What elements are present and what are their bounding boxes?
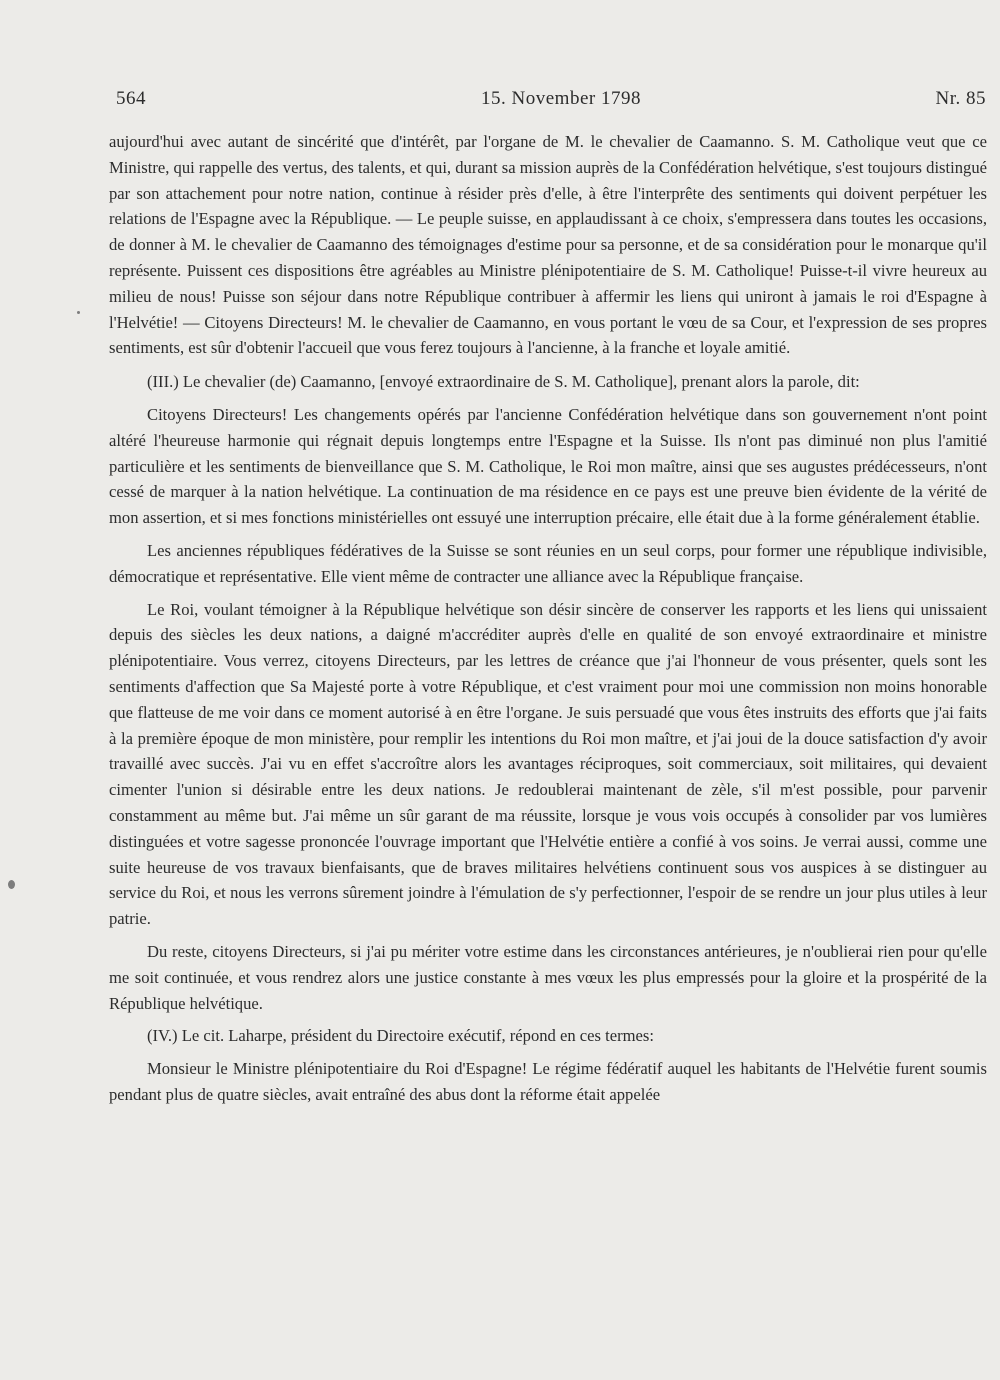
body-text (109, 129, 987, 1108)
paragraph-speech-opening: Citoyens Directeurs! Les changements opérés par l'ancienne Confédération helvétique dans son gouvernement n'ont point altéré l'heureuse harmonie qui régnait depuis longtemps entre l'Espagne et la Suisse. Ils n'ont pas diminué non plus l'amitié particulière et les sentiments de bienveillance que S. M. Catholique, le Roi mon maître, ainsi que ses augustes prédécesseurs, n'ont cessé de marquer à la nation helvétique. La continuation de ma résidence en ce pays est une preuve bien évidente de la vérité de mon assertion, et si mes fonctions ministérielles ont essuyé une interruption précaire, elle était due à la forme généralement établie. (109, 404, 987, 528)
paragraph-continuation: aujourd'hui avec autant de sincérité que d'intérêt, par l'organe de M. le chevalier de Caamanno. S. M. Catholique veut que ce Ministre, qui rappelle des vertus, des talents, et qui, durant sa mission auprès de la Confédération helvétique, s'est toujours distingué par son attachement pour notre nation, continue à résider près d'elle, à être l'interprête des sentiments qui doivent perpétuer les relations de l'Espagne avec la République. — Le peuple suisse, en applaudissant à ce choix, s'empressera dans toutes les occasions, de donner à M. le chevalier de Caamanno des témoignages d'estime pour sa personne, et de sa considération pour le monarque qu'il représente. Puissent ces dispositions être agréables au Ministre plénipotentiaire de S. M. Catholique! Puisse-t-il vivre heureux au milieu de nous! Puisse son séjour dans notre République contribuer à affermir les liens qui uniront à jamais le roi d'Espagne à l'Helvétie! — Citoyens Directeurs! M. le chevalier de Caamanno, en vous portant le vœu de sa Cour, et l'expression de ses propres sentiments, est sûr d'obtenir l'accueil que vous ferez toujours à l'ancienne, à la franche et loyale amitié. (109, 132, 987, 358)
page-header (116, 88, 986, 116)
page-number: 564 (116, 88, 146, 109)
scan-speck (77, 311, 80, 314)
section-heading-iii: (III.) Le chevalier (de) Caamanno, [envoyé extraordinaire de S. M. Catholique], prenant alors la parole, dit: (147, 372, 860, 392)
header-date: 15. November 1798 (481, 88, 641, 109)
section-heading-iv: (IV.) Le cit. Laharpe, président du Directoire exécutif, répond en ces termes: (147, 1026, 654, 1046)
paragraph-laharpe-reply: Monsieur le Ministre plénipotentiaire du Roi d'Espagne! Le régime fédératif auquel les habitants de l'Helvétie furent soumis pendant plus de quatre siècles, avait entraîné des abus dont la réforme était appelée (109, 1059, 987, 1104)
paragraph-du-reste: Du reste, citoyens Directeurs, si j'ai pu mériter votre estime dans les circonstances antérieures, je n'oublierai rien pour qu'elle me soit continuée, et vous rendrez alors une justice constante à mes vœux les plus empressés pour la gloire et la prospérité de la République helvétique. (109, 941, 987, 1013)
document-number: Nr. 85 (935, 88, 986, 109)
scan-speck (8, 880, 15, 889)
paragraph-king: Le Roi, voulant témoigner à la République helvétique son désir sincère de conserver les rapports et les liens qui unissaient depuis des siècles les deux nations, a daigné m'accréditer auprès d'elle en qualité de son envoyé extraordinaire et ministre plénipotentiaire. Vous verrez, citoyens Directeurs, par les lettres de créance que j'ai l'honneur de vous présenter, quels sont les sentiments d'affection que Sa Majesté porte à votre République, et c'est vraiment pour moi une commission non moins honorable que flatteuse de me voir dans ce moment autorisé à en être l'organe. Je suis persuadé que vous êtes instruits des efforts que j'ai faits à la première époque de mon ministère, pour remplir les intentions du Roi mon maître, et j'ai joui de la douce satisfaction d'y avoir travaillé avec succès. J'ai vu en effet s'accroître alors les avantages réciproques, soit commerciaux, soit militaires, qui devaient cimenter l'union si désirable entre les deux nations. Je redoublerai maintenant de zèle, s'il m'est possible, pour parvenir constamment au même but. J'ai même un sûr garant de ma réussite, lorsque je vous vois occupés à consolider par vos lumières distinguées et votre sagesse prononcée l'ouvrage important que l'Helvétie entière a confié à vos soins. Je verrai aussi, comme une suite heureuse de vos travaux bienfaisants, que de braves militaires helvétiens continuent sous vos auspices à se distinguer au service du Roi, et nous les verrons sûrement joindre à l'émulation de s'y perfectionner, l'espoir de se rendre un jour plus utiles à leur patrie. (109, 599, 987, 929)
paragraph-republics: Les anciennes républiques fédératives de la Suisse se sont réunies en un seul corps, pour former une république indivisible, démocratique et représentative. Elle vient même de contracter une alliance avec la République française. (109, 540, 987, 586)
